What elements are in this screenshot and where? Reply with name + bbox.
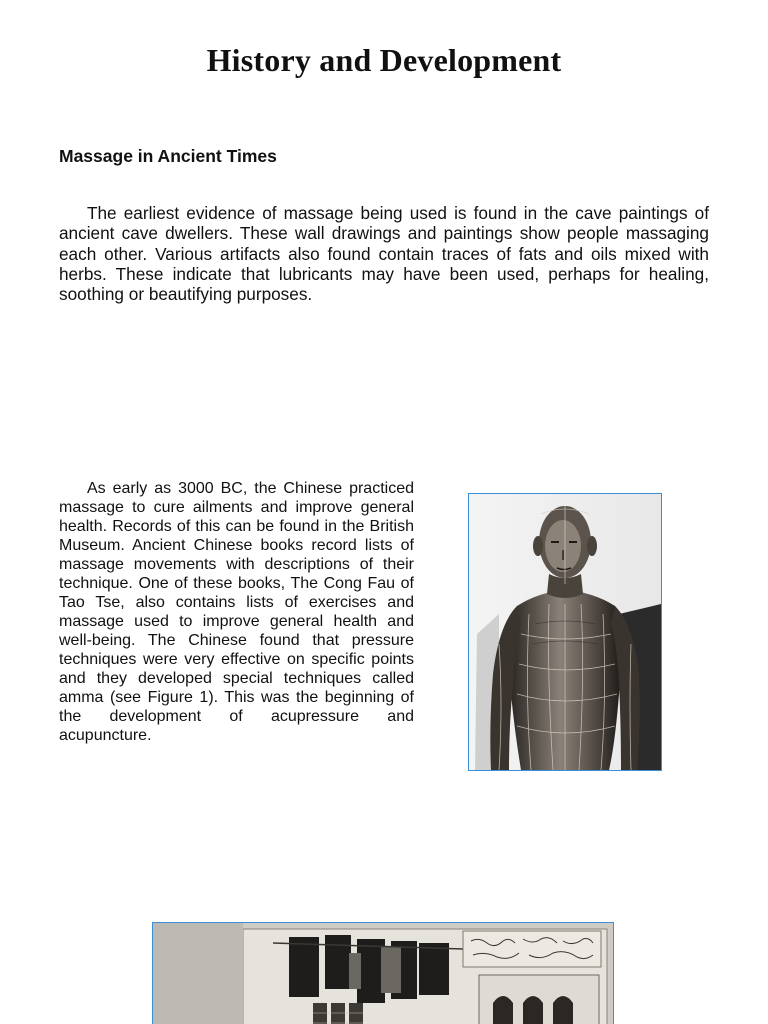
paragraph-intro: The earliest evidence of massage being used is found in the cave paintings of ancient cave dwellers. These wall drawings and paintings show people massaging each other. Various artifacts also found contain traces of fats and oils mixed with herbs. These indicate that lubricants may have been used, perhaps for healing, soothing or beautifying purposes. bbox=[59, 203, 709, 305]
paragraph-chinese-massage: As early as 3000 BC, the Chinese practiced massage to cure ailments and improve general health. Records of this can be found in the British Museum. Ancient Chinese books record lists of massage movements with descriptions of their technique. One of these books, The Cong Fau of Tao Tse, also contains lists of exercises and massage used to improve general health and well-being. The Chinese found that pressure techniques were very effective on specific points and they developed special techniques called amma (see Figure 1). This was the beginning of the development of acupressure and acupuncture. bbox=[59, 480, 414, 744]
section-heading: Massage in Ancient Times bbox=[59, 146, 277, 166]
figure-acupuncture-statue bbox=[468, 493, 662, 771]
figure-persian-manuscript bbox=[152, 922, 614, 1024]
manuscript-illustration-image bbox=[153, 923, 613, 1024]
acupuncture-statue-image bbox=[469, 494, 661, 770]
page-title: History and Development bbox=[206, 42, 562, 78]
